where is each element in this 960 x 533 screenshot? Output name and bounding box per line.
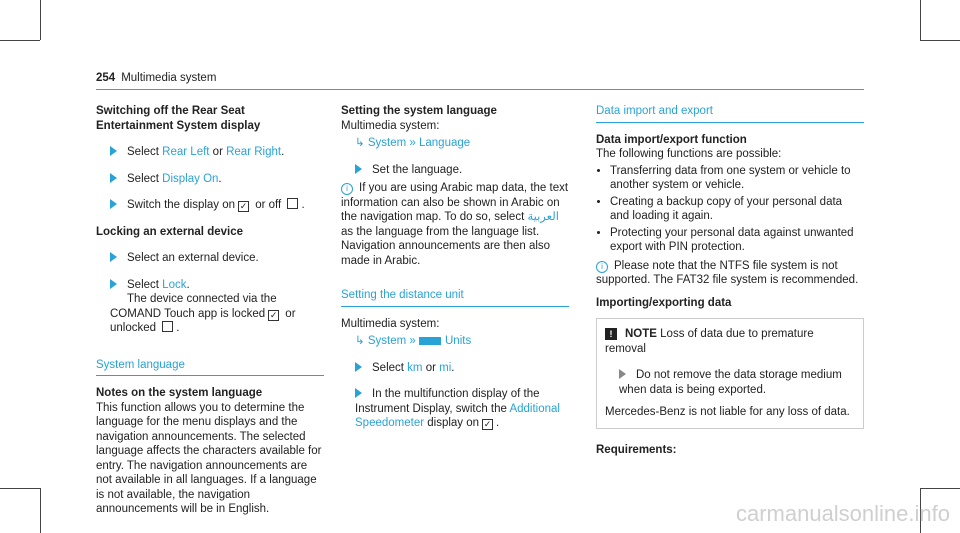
list-item: • Protecting your personal data against unwanted export with PIN protection. bbox=[610, 226, 864, 255]
crop-mark bbox=[0, 40, 40, 41]
menu-item-link[interactable]: Display On bbox=[162, 172, 219, 185]
arrow-icon bbox=[355, 388, 362, 398]
heading: Data import/export function bbox=[596, 133, 747, 146]
info-note: i Please note that the NTFS file system is not supported. The FAT32 file system is recommended. bbox=[596, 259, 859, 286]
menu-item-link[interactable]: System bbox=[367, 137, 407, 149]
crop-mark bbox=[40, 488, 41, 533]
menu-item-link[interactable]: Language bbox=[419, 137, 471, 149]
checkbox-empty-icon bbox=[287, 198, 298, 209]
arrow-icon bbox=[619, 369, 626, 379]
arrow-icon bbox=[355, 362, 362, 372]
info-note: i If you are using Arabic map data, the text information can also be shown in Arabic on the navigation map. To do so, select العربية as the language from the language list. Navigation announcements are then also made in Arabic. bbox=[341, 182, 569, 267]
heading: Switching off the Rear Seat Entertainment System display bbox=[96, 105, 261, 132]
menu-path-label: Multimedia system: bbox=[341, 119, 440, 132]
checkbox-checked-icon: ✓ bbox=[483, 419, 492, 429]
list-item: • Creating a backup copy of your personal data and loading it again. bbox=[610, 195, 864, 224]
bullet-list bbox=[596, 164, 864, 255]
menu-item-link[interactable]: mi bbox=[439, 361, 452, 374]
heading: Importing/exporting data bbox=[596, 296, 732, 309]
heading: Locking an external device bbox=[96, 225, 244, 238]
menu-path bbox=[341, 136, 569, 151]
paragraph: Mercedes-Benz is not liable for any loss of data. bbox=[605, 406, 850, 418]
step: Select Display On. bbox=[96, 172, 324, 187]
menu-item-link[interactable]: km bbox=[407, 361, 423, 374]
step: Switch the display on ✓ or off . bbox=[96, 198, 324, 213]
page-number: 254 bbox=[96, 72, 116, 84]
checkbox-checked-icon: ✓ bbox=[239, 201, 248, 211]
menu-item-link[interactable]: Lock bbox=[162, 278, 187, 291]
step: Select Rear Left or Rear Right. bbox=[96, 145, 324, 160]
arrow-icon bbox=[110, 252, 117, 262]
page-header bbox=[96, 72, 216, 84]
step: In the multifunction display of the Instrument Display, switch the Additional Speedometer display on ✓ . bbox=[355, 388, 560, 429]
section-title: Setting the distance unit bbox=[341, 288, 569, 307]
list-item: • Transferring data from one system or vehicle to another system or vehicle. bbox=[610, 164, 864, 193]
column-2 bbox=[341, 104, 569, 431]
crop-mark bbox=[920, 0, 921, 40]
double-chevron-icon: » bbox=[409, 335, 416, 347]
note-title: NOTE bbox=[625, 328, 657, 340]
arrow-icon bbox=[110, 146, 117, 156]
arrow-icon bbox=[110, 173, 117, 183]
paragraph: This function allows you to determine the language for the menu displays and the navigation announcements. The selected language affects the characters available for entry. The navigation announcements are not available in all languages. If a language is not available, the navigation announcements will be in English. bbox=[96, 401, 322, 515]
menu-item-link[interactable]: System bbox=[367, 335, 407, 347]
heading: Setting the system language bbox=[341, 105, 497, 117]
column-1 bbox=[96, 104, 324, 517]
section-name: Multimedia system bbox=[121, 72, 217, 84]
arrow-icon bbox=[110, 279, 117, 289]
section-title: System language bbox=[96, 358, 324, 377]
crop-mark bbox=[920, 40, 960, 41]
header-rule bbox=[96, 89, 864, 90]
double-chevron-icon: » bbox=[409, 137, 416, 149]
heading: Requirements: bbox=[596, 443, 677, 456]
paragraph: The following functions are possible: bbox=[596, 148, 782, 160]
step: Set the language. bbox=[341, 163, 569, 178]
note-box: ! NOTE Loss of data due to premature removal Do not remove the data storage medium when data is being exported. Mercedes-Benz is not liable for any loss of data. bbox=[596, 318, 864, 429]
arrow-icon bbox=[110, 199, 117, 209]
info-icon: i bbox=[341, 183, 353, 195]
menu-item-link[interactable]: العربية bbox=[527, 211, 559, 223]
watermark: carmanualsonline.info bbox=[735, 501, 950, 526]
heading: Notes on the system language bbox=[96, 387, 263, 399]
section-title: Data import and export bbox=[596, 104, 864, 123]
checkbox-empty-icon bbox=[162, 321, 173, 332]
return-arrow-icon: ↳ bbox=[355, 137, 365, 149]
menu-item-link[interactable]: Units bbox=[445, 335, 472, 347]
step: Select Lock. The device connected via the COMAND Touch app is locked ✓ or unlocked . bbox=[110, 278, 296, 334]
step: Select an external device. bbox=[96, 251, 324, 266]
menu-item-link[interactable]: Rear Left bbox=[162, 146, 210, 158]
warning-icon: ! bbox=[605, 328, 617, 340]
menu-item-link[interactable]: Rear Right bbox=[226, 146, 282, 158]
checkbox-checked-icon: ✓ bbox=[269, 309, 278, 320]
step: Select km or mi. bbox=[341, 361, 569, 376]
crop-mark bbox=[920, 488, 960, 489]
crop-mark bbox=[40, 0, 41, 40]
column-3 bbox=[596, 104, 864, 465]
menu-path bbox=[341, 334, 569, 349]
units-icon bbox=[419, 337, 441, 345]
menu-item-link[interactable]: Additional Speedometer bbox=[355, 402, 560, 429]
info-icon: i bbox=[596, 261, 608, 273]
return-arrow-icon: ↳ bbox=[355, 335, 365, 347]
crop-mark bbox=[0, 488, 40, 489]
arrow-icon bbox=[355, 164, 362, 174]
step: Do not remove the data storage medium when data is being exported. bbox=[619, 369, 842, 396]
menu-path-label: Multimedia system: bbox=[341, 317, 440, 330]
